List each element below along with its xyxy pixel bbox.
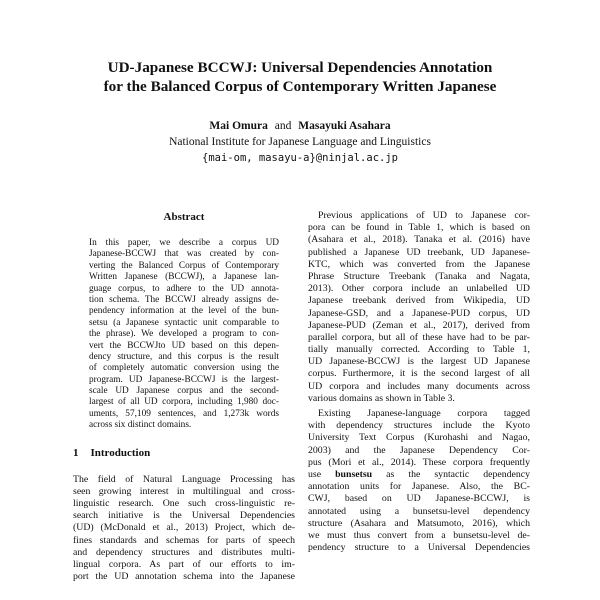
section-heading	[73, 446, 295, 460]
text-line: uments, 57,109 sentences, and 1,273k words	[89, 408, 279, 419]
text-line: Japanese-PUD (Zeman et al., 2017), derived from	[308, 319, 530, 331]
author-block	[40, 118, 560, 166]
text-line: guage corpus, to adhere to the UD annota-	[89, 283, 279, 294]
text-line: 2013). Other corpora include an unlabelled UD	[308, 283, 530, 295]
text-line-with-term	[308, 469, 530, 481]
text-line: KTC, which was converted from the Japanese	[308, 258, 530, 270]
text-line: Existing Japanese-language corpora tagged	[318, 408, 530, 419]
left-column	[73, 210, 295, 583]
text-line: corpus. Furthermore, it is the second largest of all	[308, 368, 530, 380]
text-line: CWJ, based on UD Japanese-BCCWJ, is	[308, 493, 530, 505]
text-line: annotated using a bunsetsu-level dependency	[308, 505, 530, 517]
title-line-2: for the Balanced Corpus of Contemporary Written Japanese	[103, 78, 497, 95]
text-line: (Asahara et al., 2018). Tanaka et al. (2016) have	[308, 234, 530, 246]
text-line: tion schema. The BCCWJ already assigns de-	[89, 294, 279, 305]
abstract-heading: Abstract	[163, 211, 205, 223]
text-line: across six distinct domains.	[89, 420, 192, 431]
text-line: largest of all UD corpora, including 1,980 doc-	[89, 397, 279, 408]
text-line: University Text Corpus (Kurohashi and Nagao,	[308, 432, 530, 444]
right-paragraph-2	[308, 408, 530, 554]
text-line: Japanese treebank derived from Wikipedia, UD	[308, 295, 530, 307]
author-emails: {mai-om, masayu-a}@ninjal.ac.jp	[202, 152, 398, 164]
text-line: of completely automatic conversion using the	[89, 363, 279, 374]
text-line: 2003) and the Japanese Dependency Cor-	[308, 444, 530, 456]
text-line: the phrase). We developed a program to con-	[89, 329, 279, 340]
text-line: Japanese-BCCWJ that was created by con-	[89, 249, 279, 260]
section-number: 1	[73, 446, 79, 459]
text-line: annotation units for Japanese. Also, the BC-	[308, 481, 530, 493]
author-names	[40, 118, 560, 134]
text-line: UD corpora and includes many documents across	[308, 380, 530, 392]
text-line: vert the BCCWJto UD based on this depen-	[89, 340, 279, 351]
text-line: pora can be found in Table 1, which is based on	[308, 222, 530, 234]
author-2: Masayuki Asahara	[298, 120, 391, 132]
text-line: Phrase Structure Treebank (Tanaka and Nagata,	[308, 270, 530, 282]
text-line: (UD) (McDonald et al., 2013) Project, which de-	[73, 522, 295, 534]
text-line: UD Japanese-BCCWJ is the largest UD Japanese	[308, 356, 530, 368]
text-line: fines standards and schemas for parts of speech	[73, 534, 295, 546]
right-paragraph-1	[308, 210, 530, 405]
paper-title	[40, 58, 560, 96]
abstract-body	[89, 238, 279, 432]
text-line: Japanese-GSD, and a Japanese-PUD corpus, UD	[308, 307, 530, 319]
text-line: pendency information at the level of the bun-	[89, 306, 279, 317]
text-line: published a Japanese UD treebank, UD Japanese-	[308, 246, 530, 258]
text-line: dency structure, and this corpus is the result	[89, 351, 279, 362]
text-line: setsu (a Japanese syntactic unit comparable to	[89, 317, 279, 328]
right-column	[308, 210, 530, 554]
text-line: linguistic research. One such cross-linguistic re-	[73, 498, 295, 510]
text-fragment: use	[308, 468, 336, 480]
text-line: scale UD Japanese corpus and the second-	[89, 386, 279, 397]
text-line: various domains as shown in Table 3.	[308, 392, 455, 404]
text-line: lingual corpora. As part of our efforts to im-	[73, 558, 295, 570]
author-conjunction: and	[274, 120, 292, 132]
text-line: we must thus convert from a bunsetsu-level de-	[308, 529, 530, 541]
author-1: Mai Omura	[209, 120, 268, 132]
text-line: program. UD Japanese-BCCWJ is the largest-	[89, 374, 279, 385]
text-line: seen growing interest in multilingual and cross-	[73, 485, 295, 497]
text-line: pendency structure to a Universal Dependencies	[308, 542, 530, 554]
introduction-text	[73, 474, 295, 584]
text-line: verting the Balanced Corpus of Contemporary	[89, 260, 279, 271]
text-line: pus (Mori et al., 2014). These corpora frequently	[308, 456, 530, 468]
text-fragment: as the syntactic dependency	[372, 468, 530, 480]
section-title: Introduction	[90, 446, 151, 459]
text-line: search initiative is the Universal Dependencies	[73, 510, 295, 522]
bold-term: bunsetsu	[335, 468, 373, 480]
text-line: structure (Asahara and Matsumoto, 2016), which	[308, 517, 530, 529]
text-line: port the UD annotation schema into the Japanese	[73, 571, 295, 583]
text-line: tially manually corrected. According to Table 1,	[308, 344, 530, 356]
affiliation: National Institute for Japanese Language and Linguistics	[169, 136, 431, 148]
text-line: Written Japanese (BCCWJ), a Japanese lan-	[89, 272, 279, 283]
text-line: parallel corpora, but all of these have had to be par-	[308, 331, 530, 343]
text-line: Previous applications of UD to Japanese cor-	[318, 210, 530, 221]
text-line: with dependency structures include the Kyoto	[308, 420, 530, 432]
text-line: The field of Natural Language Processing has	[73, 473, 295, 485]
title-line-1: UD-Japanese BCCWJ: Universal Dependencies Annotation	[107, 59, 493, 76]
text-line: In this paper, we describe a corpus UD	[89, 238, 279, 248]
text-line: and dependency structures and distributes multi-	[73, 546, 295, 558]
